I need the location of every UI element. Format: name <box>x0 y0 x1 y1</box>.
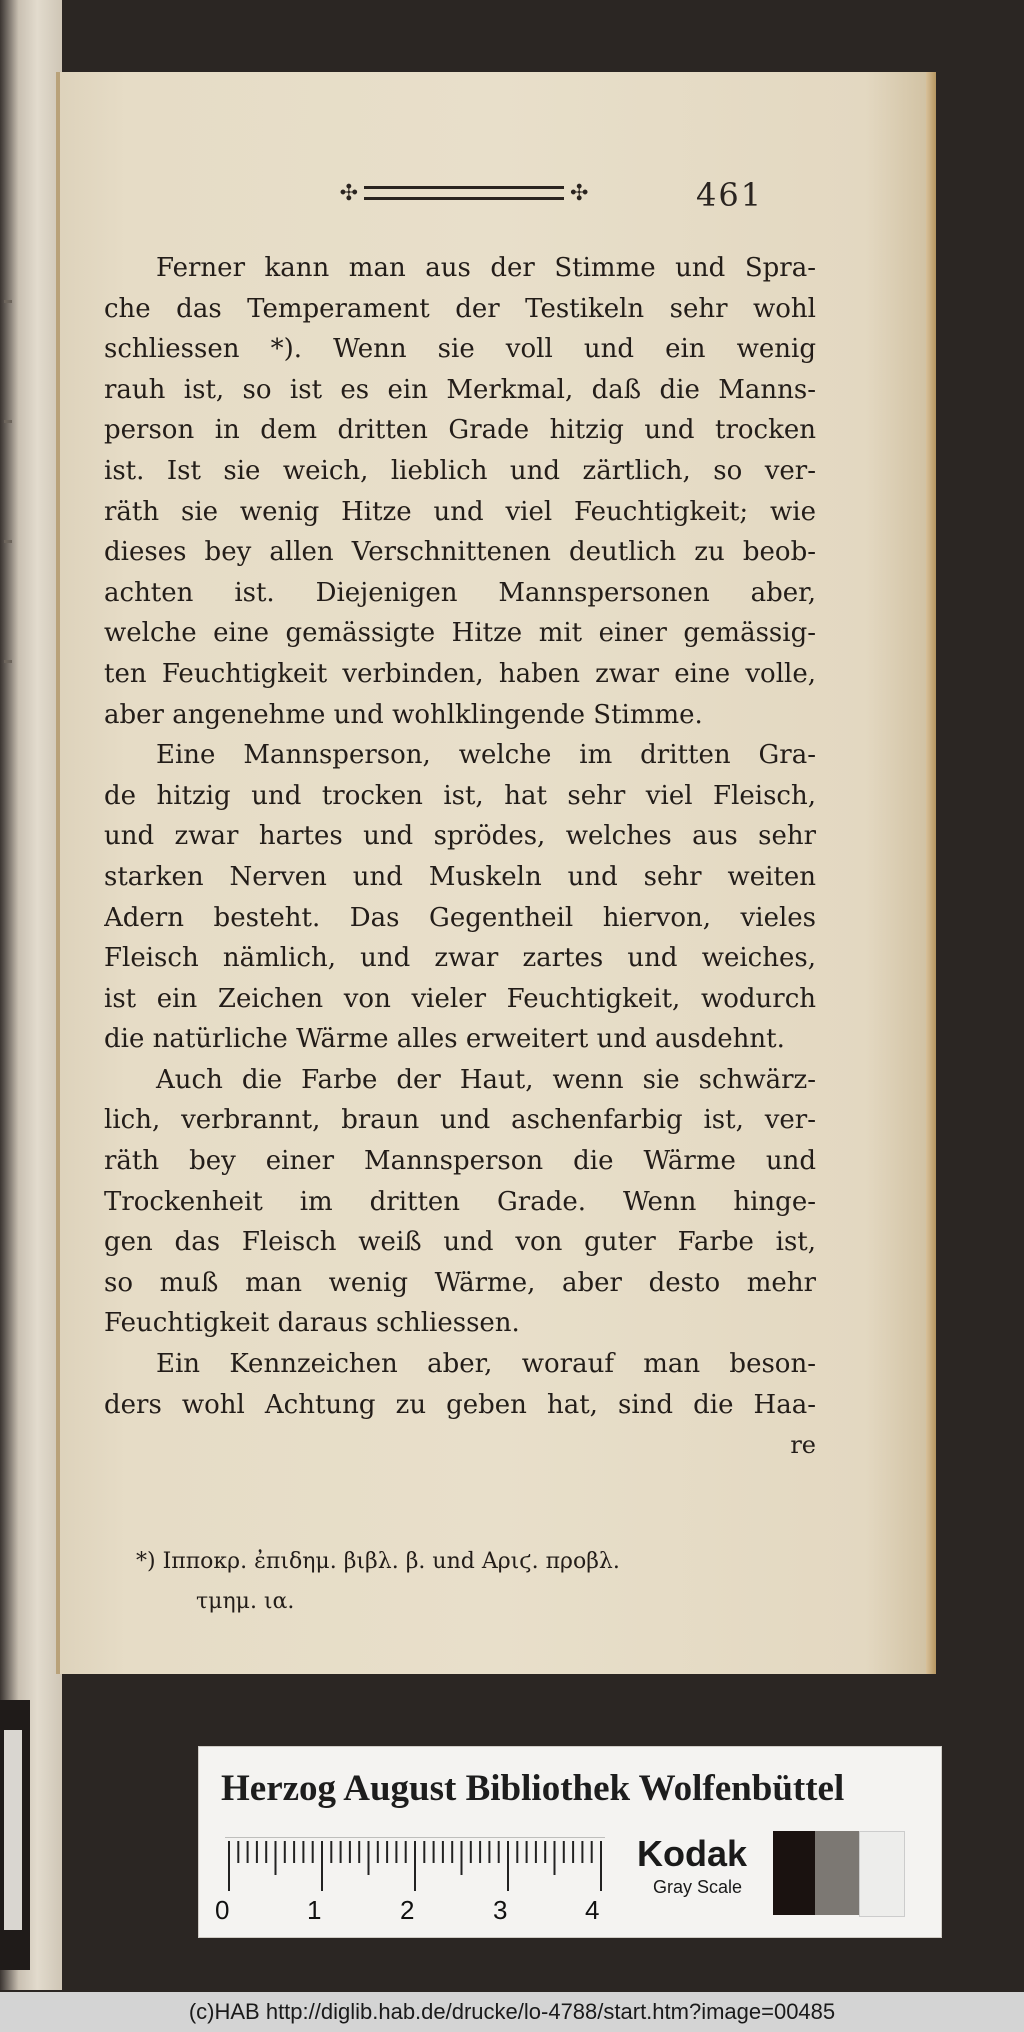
binding-label <box>4 1730 22 1930</box>
text-line: schliessen *). Wenn sie voll und ein wenig <box>104 334 816 365</box>
text-line: dieses bey allen Verschnittenen deutlich zu beob- <box>104 537 816 568</box>
margin-mark <box>4 540 12 543</box>
ruler-number: 3 <box>493 1895 508 1925</box>
text-line: und zwar hartes und sprödes, welches aus sehr <box>104 821 816 852</box>
text-line: welche eine gemässigte Hitze mit einer gemässig- <box>104 618 816 649</box>
margin-mark <box>4 660 12 663</box>
text-line: ist. Ist sie weich, lieblich und zärtlich, so ver- <box>104 455 816 486</box>
text-line: Feuchtigkeit daraus schliessen. <box>104 1308 520 1339</box>
ruler-number: 0 <box>215 1895 230 1925</box>
ornament-bar <box>364 186 564 200</box>
text-line: rauh ist, so ist es ein Merkmal, daß die Manns- <box>104 374 816 405</box>
ruler <box>225 1837 605 1897</box>
swatch-gray <box>815 1831 859 1915</box>
header-ornament <box>324 178 604 208</box>
swatch-black <box>773 1831 815 1915</box>
margin-mark <box>4 300 12 303</box>
binding-tab <box>0 1700 30 1970</box>
ornament-right-icon: ✣ <box>570 180 589 206</box>
source-url-caption: (c)HAB http://diglib.hab.de/drucke/lo-4788/start.htm?image=00485 <box>0 1992 1024 2032</box>
footnote-line: *) Ιπποκρ. ἐπιδημ. βιβλ. β. und Αριϛ. προβλ. <box>136 1549 620 1574</box>
text-line: starken Nerven und Muskeln und sehr weiten <box>104 861 816 892</box>
text-line: Auch die Farbe der Haut, wenn sie schwärz- <box>156 1064 816 1095</box>
text-line: räth bey einer Mannsperson die Wärme und <box>104 1146 816 1177</box>
margin-mark <box>4 420 12 423</box>
library-label-card <box>198 1746 942 1938</box>
page-edge <box>926 72 936 1674</box>
text-line: Ferner kann man aus der Stimme und Spra- <box>156 253 816 283</box>
text-line: Adern besteht. Das Gegentheil hiervon, vieles <box>104 902 816 933</box>
text-line: de hitzig und trocken ist, hat sehr viel Fleisch, <box>104 780 816 811</box>
ruler-numbers <box>215 1895 635 1927</box>
text-line: achten ist. Diejenigen Mannspersonen aber, <box>104 577 816 608</box>
text-line: Eine Mannsperson, welche im dritten Gra- <box>156 740 816 771</box>
text-line: so muß man wenig Wärme, aber desto mehr <box>104 1267 816 1298</box>
text-line: person in dem dritten Grade hitzig und trocken <box>104 415 816 446</box>
kodak-logo: Kodak <box>637 1833 748 1874</box>
ruler-number: 2 <box>400 1895 415 1925</box>
text-line: ten Feuchtigkeit verbinden, haben zwar eine volle, <box>104 658 816 689</box>
text-line: aber angenehme und wohlklingende Stimme. <box>104 699 703 730</box>
text-line: die natürliche Wärme alles erweitert und ausdehnt. <box>104 1024 785 1055</box>
page-number: 461 <box>696 176 764 214</box>
gray-scale-label: Gray Scale <box>653 1877 743 1897</box>
text-line: räth sie wenig Hitze und viel Feuchtigkeit; wie <box>104 496 816 527</box>
text-line: gen das Fleisch weiß und von guter Farbe ist, <box>104 1227 816 1258</box>
library-name: Herzog August Bibliothek Wolfenbüttel <box>221 1768 845 1809</box>
body-text <box>104 248 816 1465</box>
ruler-number: 1 <box>307 1895 322 1925</box>
text-line: Fleisch nämlich, und zwar zartes und weiches, <box>104 943 816 974</box>
text-line: ders wohl Achtung zu geben hat, sind die Haa- <box>104 1389 816 1420</box>
text-line: che das Temperament der Testikeln sehr wohl <box>104 293 816 324</box>
footnote <box>136 1542 816 1622</box>
footnote-line: τμημ. ια. <box>196 1589 295 1614</box>
adjacent-page-edge <box>0 0 62 1990</box>
ruler-number: 4 <box>585 1895 600 1925</box>
text-line: ist ein Zeichen von vieler Feuchtigkeit, wodurch <box>104 983 816 1014</box>
swatch-white <box>859 1831 905 1917</box>
text-line: Trockenheit im dritten Grade. Wenn hinge- <box>104 1186 816 1217</box>
ornament-left-icon: ✣ <box>339 180 358 206</box>
catchword: re <box>790 1431 816 1460</box>
text-line: Ein Kennzeichen aber, worauf man beson- <box>156 1349 816 1380</box>
book-page <box>56 72 936 1674</box>
text-line: lich, verbrannt, braun und aschenfarbig ist, ver- <box>104 1105 816 1136</box>
